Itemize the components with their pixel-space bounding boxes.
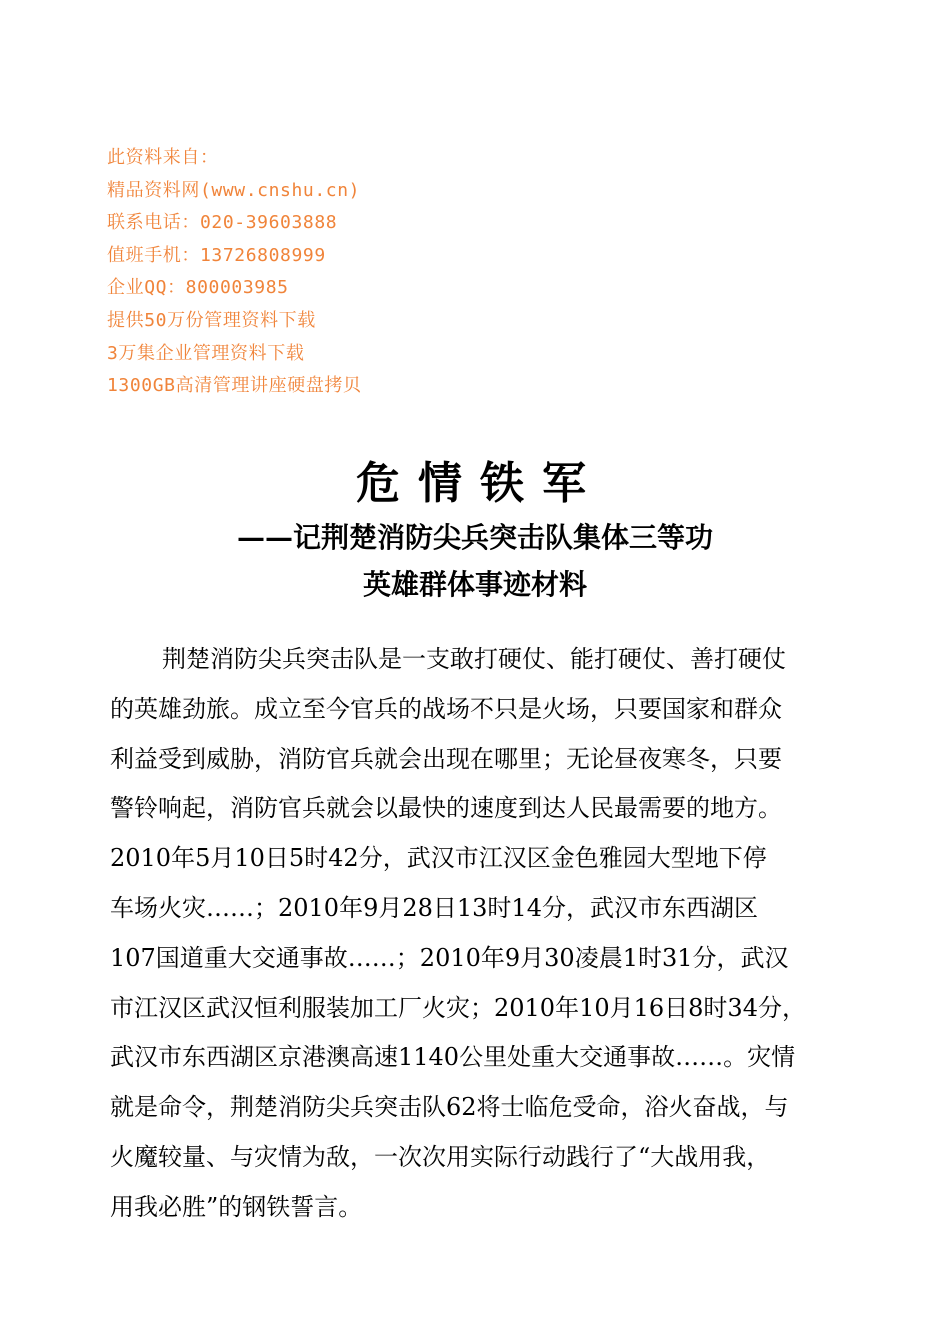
body-line: 利益受到威胁，消防官兵就会出现在哪里；无论昼夜寒冬，只要: [110, 744, 782, 773]
source-line-offer-1: 提供50万份管理资料下载: [107, 309, 316, 331]
body-line: 火魔较量、与灾情为敌，一次次用实际行动践行了“大战用我，: [110, 1142, 771, 1171]
body-line: 107国道重大交通事故……；2010年9月30凌晨1时31分，武汉: [110, 943, 789, 972]
source-line-offer-2: 3万集企业管理资料下载: [107, 342, 305, 364]
body-line: 的英雄劲旅。成立至今官兵的战场不只是火场，只要国家和群众: [110, 694, 782, 723]
document-subtitle-line-2: 英雄群体事迹材料: [362, 568, 587, 601]
document-title: 危情铁军: [356, 458, 604, 509]
source-info-block: [107, 142, 807, 403]
body-line: 市江汉区武汉恒利服装加工厂火灾；2010年10月16日8时34分，: [110, 993, 806, 1022]
body-line: 用我必胜”的钢铁誓言。: [110, 1192, 363, 1221]
body-line: 武汉市东西湖区京港澳高速1140公里处重大交通事故……。灾情: [110, 1043, 796, 1072]
document-subtitle-line-1: ——记荆楚消防尖兵突击队集体三等功: [236, 521, 713, 554]
source-line-phone: 联系电话：020-39603888: [107, 212, 338, 234]
body-line: 荆楚消防尖兵突击队是一支敢打硬仗、能打硬仗、善打硬仗: [162, 645, 786, 673]
body-line: 车场火灾……；2010年9月28日13时14分，武汉市东西湖区: [110, 893, 758, 922]
document-body: [110, 635, 845, 1233]
body-line: 警铃响起，消防官兵就会以最快的速度到达人民最需要的地方。: [110, 794, 782, 823]
source-line-offer-3: 1300GB高清管理讲座硬盘拷贝: [107, 375, 362, 397]
body-line: 2010年5月10日5时42分，武汉市江汉区金色雅园大型地下停: [110, 844, 767, 873]
source-line-website: 精品资料网(www.cnshu.cn): [107, 179, 361, 201]
body-line: 就是命令，荆楚消防尖兵突击队62将士临危受命，浴火奋战，与: [110, 1093, 789, 1122]
source-line-intro: 此资料来自：: [107, 147, 219, 168]
source-line-qq: 企业QQ：800003985: [107, 277, 289, 299]
source-line-mobile: 值班手机：13726808999: [107, 244, 326, 266]
